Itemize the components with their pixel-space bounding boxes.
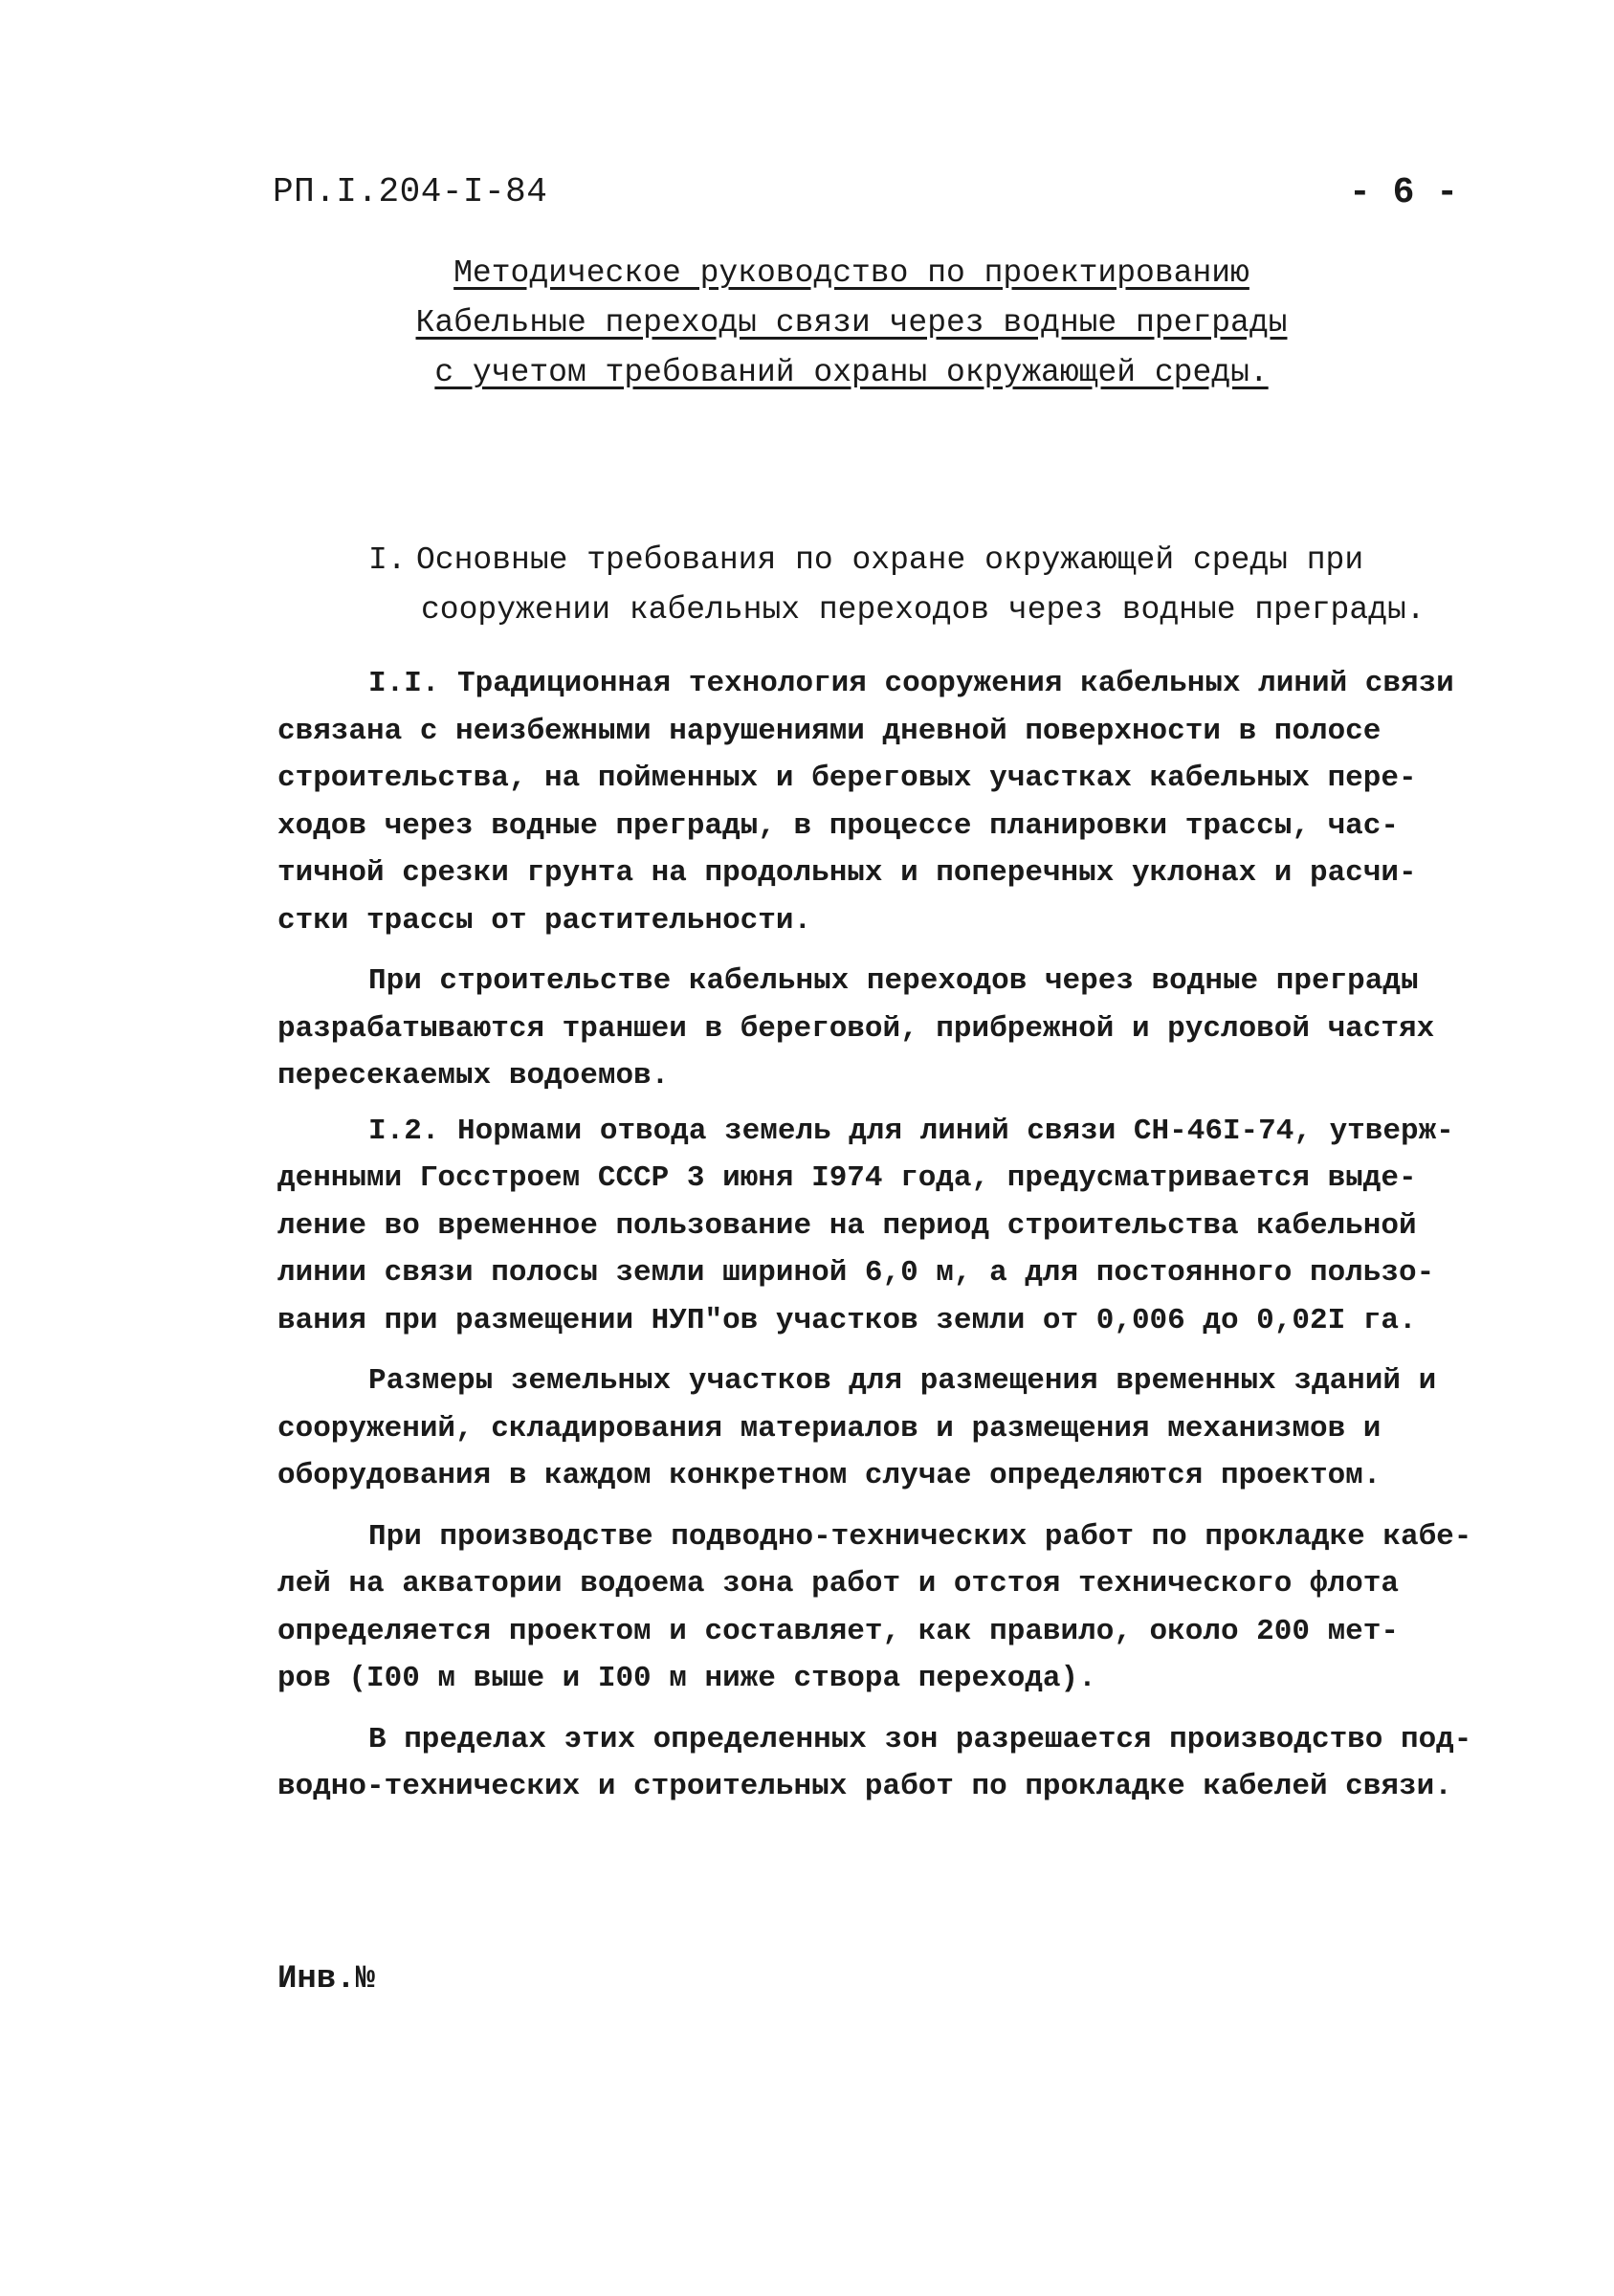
text-line: разрабатываются траншеи в береговой, прибрежной и русловой частях	[277, 1011, 1435, 1046]
paragraph-land-sizes	[277, 1358, 1483, 1500]
title-line-3: с учетом требований охраны окружающей среды.	[434, 355, 1269, 390]
inventory-number-label: Инв.№	[277, 1961, 376, 1998]
document-code: РП.I.204-I-84	[273, 172, 548, 211]
paragraph-zones	[277, 1716, 1483, 1811]
text-line: пересекаемых водоемов.	[277, 1059, 670, 1093]
title-line-1: Методическое руководство по проектированию	[453, 255, 1249, 291]
text-line: лей на акватории водоема зона работ и отстоя технического флота	[277, 1567, 1399, 1601]
section-heading-line-1: Основные требования по охране окружающей среды при	[416, 542, 1364, 578]
paragraph-underwater-works	[277, 1513, 1483, 1703]
text-line: оборудования в каждом конкретном случае определяются проектом.	[277, 1459, 1382, 1492]
body-text	[277, 660, 1483, 1811]
title-line-2: Кабельные переходы связи через водные преграды	[415, 305, 1288, 341]
text-line: При строительстве кабельных переходов через водные преграды	[368, 964, 1419, 998]
document-title	[411, 249, 1292, 398]
text-line: При производстве подводно-технических работ по прокладке кабе-	[368, 1519, 1472, 1554]
text-line: I.I. Традиционная технология сооружения кабельных линий связи	[368, 667, 1454, 700]
text-line: водно-технических и строительных работ по прокладке кабелей связи.	[277, 1770, 1452, 1803]
text-line: связана с неизбежными нарушениями дневной поверхности в полосе	[277, 714, 1382, 748]
text-line: В пределах этих определенных зон разрешается производство под-	[368, 1722, 1472, 1756]
section-heading-line-2: сооружении кабельных переходов через водные преграды.	[421, 592, 1426, 628]
text-line: вания при размещении НУП"ов участков земли от 0,006 до 0,02I га.	[277, 1303, 1417, 1337]
text-line: Размеры земельных участков для размещения временных зданий и	[368, 1364, 1437, 1398]
text-line: линии связи полосы земли шириной 6,0 м, а для постоянного пользо-	[277, 1256, 1435, 1290]
page-number: - 6 -	[1349, 172, 1459, 213]
paragraph-construction	[277, 958, 1483, 1100]
text-line: денными Госстроем СССР 3 июня I974 года, предусматривается выде-	[277, 1161, 1417, 1195]
text-line: ходов через водные преграды, в процессе планировки трассы, час-	[277, 808, 1399, 843]
paragraph-1-1	[277, 660, 1483, 944]
section-heading	[368, 536, 1469, 635]
text-line: строительства, на пойменных и береговых участках кабельных пере-	[277, 762, 1417, 795]
paragraph-1-2	[277, 1108, 1483, 1345]
text-line: ров (I00 м выше и I00 м ниже створа перехода).	[277, 1662, 1096, 1695]
text-line: I.2. Нормами отвода земель для линий связи СН-46I-74, утверж-	[368, 1114, 1454, 1148]
text-line: определяется проектом и составляет, как правило, около 200 мет-	[277, 1614, 1399, 1648]
text-line: тичной срезки грунта на продольных и поперечных уклонах и расчи-	[277, 856, 1417, 890]
text-line: стки трассы от растительности.	[277, 903, 812, 938]
section-number: I.	[368, 542, 407, 578]
text-line: сооружений, складирования материалов и размещения механизмов и	[277, 1411, 1382, 1446]
text-line: ление во временное пользование на период строительства кабельной	[277, 1208, 1417, 1243]
